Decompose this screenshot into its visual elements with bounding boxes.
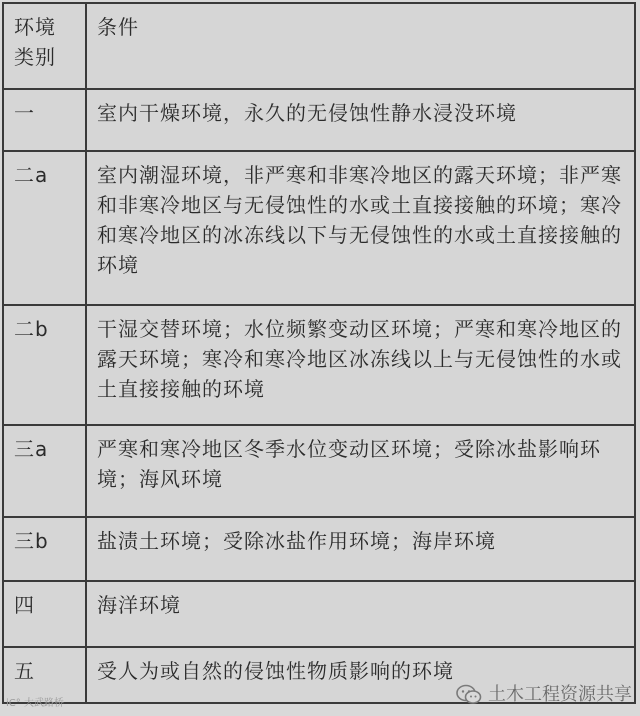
category-cell: 二b (3, 305, 86, 425)
table-row (3, 425, 635, 517)
category-cell: 一 (3, 89, 86, 151)
condition-cell: 干湿交替环境；水位频繁变动区环境；严寒和寒冷地区的露天环境；寒冷和寒冷地区冰冻线以上与无侵蚀性的水或土直接接触的环境 (86, 305, 635, 425)
category-cell: 三b (3, 517, 86, 581)
table-header-row (3, 3, 635, 89)
table-row (3, 305, 635, 425)
account-watermark (456, 684, 632, 706)
header-condition: 条件 (86, 3, 635, 89)
environment-category-table (2, 2, 636, 704)
account-name: 土木工程资源共享 (488, 684, 632, 705)
condition-cell: 盐渍土环境；受除冰盐作用环境；海岸环境 (86, 517, 635, 581)
condition-cell: 海洋环境 (86, 581, 635, 647)
source-watermark: iC° 大武路桥 (6, 698, 64, 709)
table-row (3, 581, 635, 647)
category-cell: 五 (3, 647, 86, 703)
table-row (3, 517, 635, 581)
condition-cell: 室内潮湿环境，非严寒和非寒冷地区的露天环境；非严寒和非寒冷地区与无侵蚀性的水或土直接接触的环境；寒冷和寒冷地区的冰冻线以下与无侵蚀性的水或土直接接触的环境 (86, 151, 635, 305)
condition-cell: 受人为或自然的侵蚀性物质影响的环境 (86, 647, 635, 703)
table-row (3, 151, 635, 305)
condition-cell: 室内干燥环境，永久的无侵蚀性静水浸没环境 (86, 89, 635, 151)
category-cell: 三a (3, 425, 86, 517)
header-category: 环境 类别 (3, 3, 86, 89)
table-row (3, 89, 635, 151)
category-cell: 二a (3, 151, 86, 305)
wechat-icon (456, 684, 482, 706)
category-cell: 四 (3, 581, 86, 647)
condition-cell: 严寒和寒冷地区冬季水位变动区环境；受除冰盐影响环境；海风环境 (86, 425, 635, 517)
